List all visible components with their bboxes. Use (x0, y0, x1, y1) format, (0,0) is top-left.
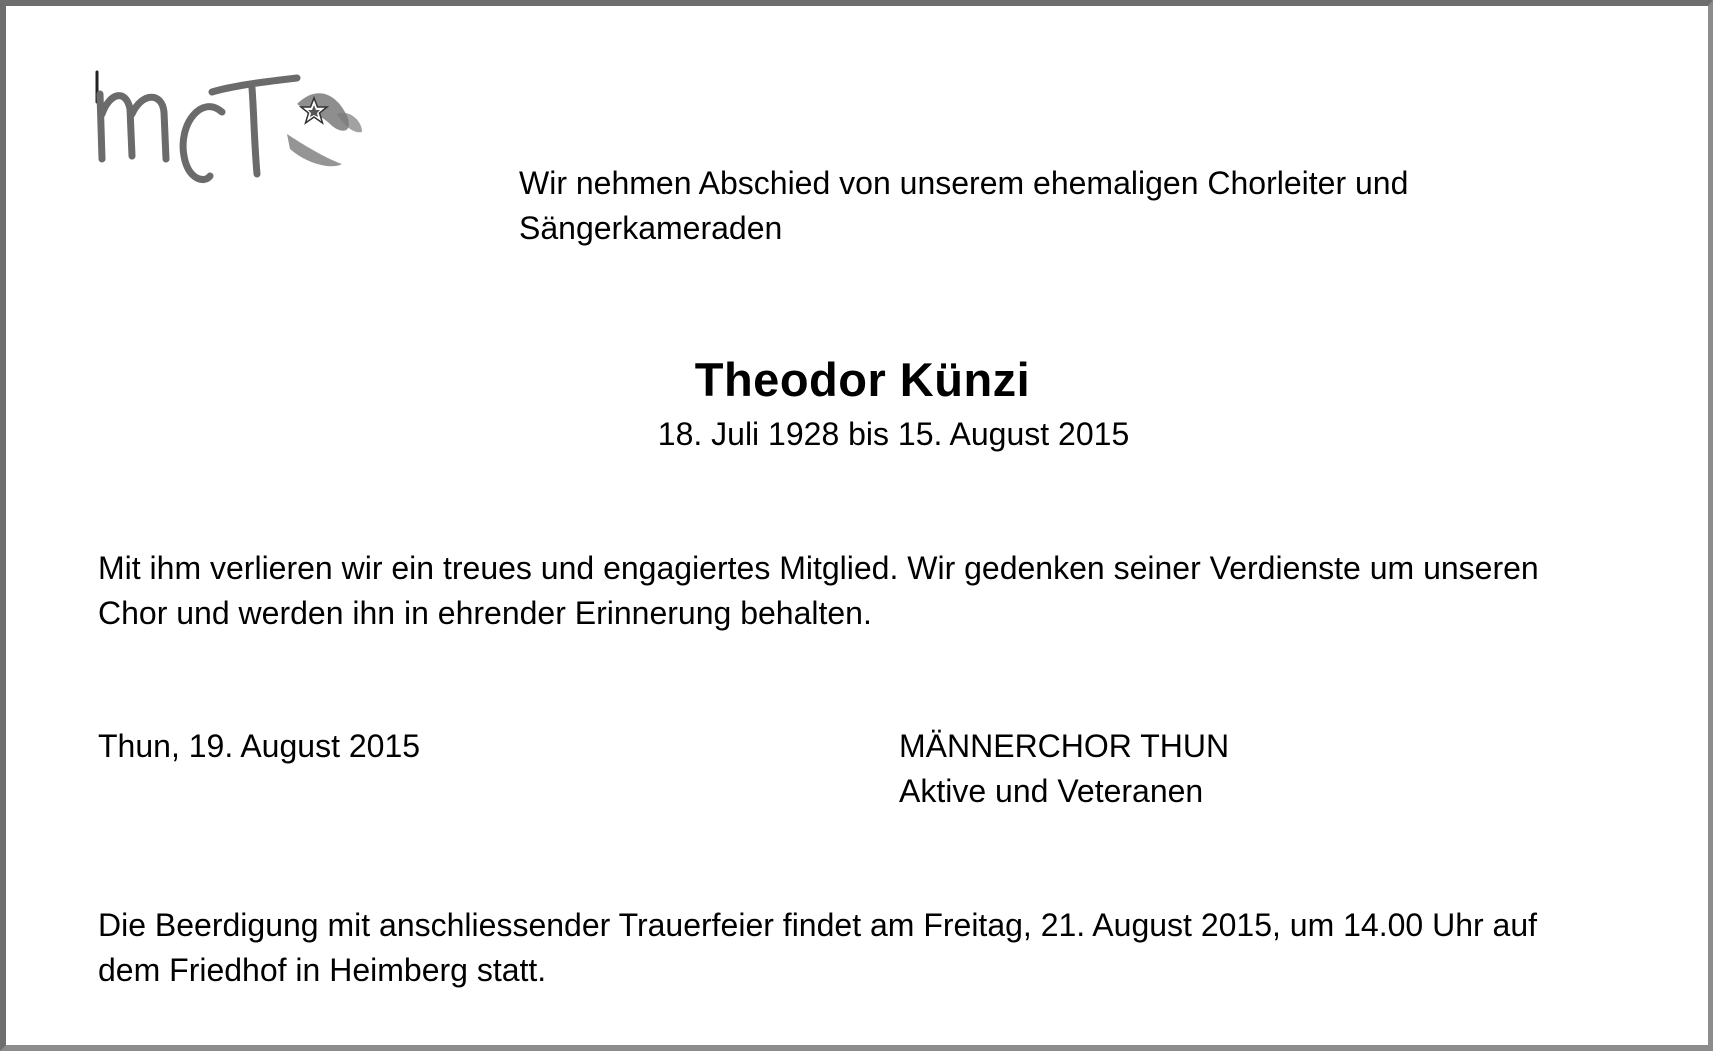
funeral-line-1: Die Beerdigung mit anschliessender Trauerfeier findet am Freitag, 21. August 2015, um 14.00 Uhr auf (98, 907, 1538, 943)
funeral-notice (98, 903, 1688, 993)
intro-line-1: Wir nehmen Abschied von unserem ehemaligen Chorleiter und (519, 165, 1409, 201)
logo-m-stem (100, 94, 102, 159)
signature-block (899, 724, 1229, 814)
tribute-line-2: Chor und werden ihn in ehrender Erinnerung behalten. (98, 595, 872, 631)
place-date: Thun, 19. August 2015 (98, 728, 421, 764)
intro-text (519, 161, 1519, 251)
logo-swoosh (287, 93, 362, 166)
tribute-line-1: Mit ihm verlieren wir ein treues und engagiertes Mitglied. Wir gedenken seiner Verdienste um unseren (98, 550, 1539, 586)
signature-line-2: Aktive und Veteranen (899, 773, 1204, 809)
logo-m-arch1 (102, 96, 132, 156)
choir-logo (92, 64, 382, 204)
deceased-name: Theodor Künzi (694, 353, 1031, 406)
logo-c (183, 107, 222, 180)
intro-line-2: Sängerkameraden (519, 210, 783, 246)
logo-m-arch2 (132, 97, 166, 159)
signature-line-1: MÄNNERCHOR THUN (899, 728, 1230, 764)
logo-t-stem (252, 88, 257, 174)
funeral-line-2: dem Friedhof in Heimberg statt. (98, 952, 547, 988)
tribute-text (98, 546, 1678, 636)
life-dates: 18. Juli 1928 bis 15. August 2015 (657, 416, 1130, 452)
